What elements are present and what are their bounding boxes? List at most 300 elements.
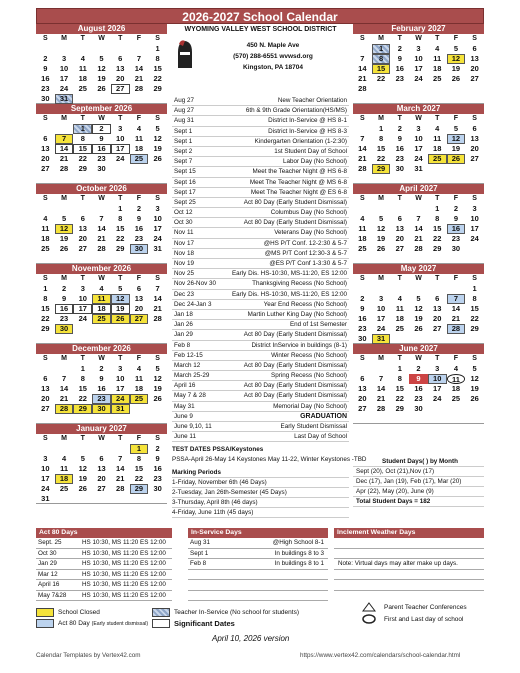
day-cell: 15	[41, 304, 50, 313]
closed-swatch	[36, 608, 54, 617]
day-cell: 9	[61, 294, 67, 303]
address-street: 450 N. Maple Ave	[246, 42, 300, 49]
event-row	[172, 361, 349, 371]
day-cell: 7	[118, 454, 123, 463]
day-cell: 28	[358, 84, 367, 93]
day-cell: 11	[447, 374, 466, 384]
day-cell: 2	[360, 294, 365, 303]
weekday-label: T	[118, 195, 123, 202]
day-cell: 5	[453, 44, 458, 53]
event-text: @ES P/T Conf 1-3:30 & 5-7	[269, 260, 347, 267]
weekday-label: W	[415, 195, 422, 202]
oval-icon	[362, 614, 376, 624]
day-cell: 4	[136, 124, 141, 133]
day-cell	[372, 204, 391, 214]
event-date: Oct 30	[174, 219, 193, 227]
day-cell: 31	[111, 404, 130, 414]
day-cell: 3	[118, 364, 123, 373]
day-cell	[428, 404, 447, 414]
day-cell	[36, 204, 55, 214]
month-title: May 2027	[353, 264, 484, 274]
address-city: Kingston, PA 18704	[243, 64, 303, 71]
event-date: Oct 12	[174, 209, 193, 217]
events-column	[172, 24, 349, 442]
month-calendar	[36, 24, 167, 104]
day-cell: 23	[358, 324, 367, 333]
day-cell: 2	[416, 364, 421, 373]
day-cell: 22	[134, 474, 144, 483]
weekday-label: S	[155, 195, 160, 202]
weekday-label: W	[415, 115, 422, 122]
day-cell: 16	[153, 464, 162, 473]
day-cell: 8	[43, 294, 48, 303]
weekday-label: F	[453, 275, 459, 282]
event-date: Jan 29	[174, 331, 193, 339]
event-text: 1st Student Day of School	[274, 147, 347, 155]
legend-conf	[362, 602, 467, 612]
day-cell: 4	[136, 364, 141, 373]
day-cell: 10	[470, 214, 479, 223]
day-cell: 4	[435, 44, 440, 53]
act80-date: Sept. 25	[38, 539, 62, 546]
day-cell: 21	[59, 394, 69, 403]
day-cell: 20	[134, 304, 144, 313]
day-cell: 15	[395, 384, 404, 393]
day-cell: 14	[97, 224, 106, 233]
day-cell: 7	[55, 134, 74, 144]
day-cell: 23	[97, 154, 106, 163]
day-cell: 13	[433, 304, 442, 313]
event-date: June 11	[174, 433, 196, 441]
weekday-label: W	[415, 355, 422, 362]
day-cell	[92, 324, 111, 334]
month-title: September 2026	[36, 104, 167, 114]
day-cell: 27	[41, 164, 50, 173]
weekday-header	[353, 114, 484, 124]
day-cell: 4	[435, 124, 440, 133]
day-cell: 25	[130, 394, 149, 404]
act80-table	[36, 528, 172, 601]
event-row	[172, 422, 349, 432]
inservice-date: Sept 1	[190, 549, 209, 557]
event-date: March 12	[174, 361, 201, 369]
day-cell: 27	[433, 324, 442, 333]
inservice-header: In-Service Days	[188, 528, 328, 538]
day-cell: 12	[414, 304, 423, 313]
day-cell	[130, 404, 149, 414]
event-text: Act 80 Day (Early Student Dismissal)	[243, 382, 347, 390]
day-cell	[390, 284, 409, 294]
day-cell	[148, 94, 167, 104]
day-cell: 21	[59, 154, 69, 163]
day-cell	[353, 44, 372, 54]
day-cell: 30	[55, 324, 74, 334]
day-cell: 10	[116, 134, 125, 143]
day-cell: 2	[136, 204, 141, 213]
day-cell: 29	[73, 404, 92, 414]
weekday-label: M	[61, 435, 67, 442]
student-days-row: Sept (20), Oct (21),Nov (17)	[353, 467, 484, 477]
day-cell: 25	[358, 244, 367, 253]
event-text: Act 80 Day (Early Student Dismissal)	[243, 392, 347, 400]
day-cell: 24	[376, 324, 386, 333]
month-calendar	[353, 344, 484, 424]
weekday-label: W	[98, 195, 105, 202]
event-text: Memorial Day (No School)	[273, 402, 347, 410]
day-cell: 5	[472, 364, 477, 373]
weekday-label: T	[397, 195, 402, 202]
day-cell: 31	[41, 494, 50, 503]
weekday-label: W	[415, 35, 422, 42]
inservice-location: In buildings 8 to 1	[274, 560, 324, 567]
day-cell: 1	[43, 284, 48, 293]
event-text: Winter Recess (No School)	[271, 351, 347, 359]
day-cell: 8	[372, 54, 391, 64]
event-row	[172, 198, 349, 208]
day-cell: 19	[97, 74, 106, 83]
event-row	[172, 147, 349, 157]
day-cell	[447, 334, 466, 344]
event-row	[172, 259, 349, 269]
day-cell: 10	[59, 64, 69, 73]
day-cell	[111, 164, 130, 174]
legend-inservice	[152, 608, 299, 617]
act80-date: Jan 29	[38, 560, 57, 567]
day-cell: 29	[395, 404, 404, 413]
day-cell: 19	[153, 384, 162, 393]
act80-date: Oct 30	[38, 549, 57, 557]
act80-row	[36, 549, 172, 560]
legend-closed	[36, 608, 100, 617]
day-cell	[409, 204, 428, 214]
day-cell: 2	[61, 284, 67, 293]
calendar-page	[36, 8, 484, 646]
day-cell: 15	[433, 224, 442, 233]
day-cell: 14	[55, 144, 74, 154]
act80-row	[36, 559, 172, 570]
event-date: April 16	[174, 382, 196, 390]
event-row	[172, 157, 349, 167]
day-cell: 31	[55, 94, 74, 104]
day-cell	[130, 164, 149, 174]
day-cell: 22	[395, 394, 404, 403]
weekday-label: S	[360, 195, 365, 202]
day-cell: 22	[376, 74, 386, 83]
day-cell: 6	[136, 284, 141, 293]
day-cell: 22	[41, 314, 50, 323]
day-cell: 28	[116, 484, 125, 493]
event-row	[172, 391, 349, 401]
day-cell: 27	[470, 74, 479, 83]
event-text: Kindergarten Orientation (1-2:30)	[254, 137, 347, 145]
month-calendar	[36, 424, 167, 504]
day-cell: 15	[134, 464, 144, 473]
weekday-header	[36, 354, 167, 364]
day-cell: 24	[59, 84, 69, 93]
weekday-label: M	[378, 195, 384, 202]
day-cell: 8	[80, 134, 85, 143]
day-cell: 21	[153, 304, 162, 313]
day-cell: 1	[472, 284, 477, 293]
day-cell: 22	[78, 154, 87, 163]
day-cell: 14	[59, 384, 69, 393]
day-cell: 1	[118, 204, 123, 213]
day-cell: 12	[78, 464, 87, 473]
month-title: December 2026	[36, 344, 167, 354]
day-cell: 26	[111, 314, 130, 324]
weekday-label: S	[155, 115, 160, 122]
day-cell: 8	[136, 454, 141, 463]
day-cell: 1	[73, 124, 92, 134]
day-cell	[92, 444, 111, 454]
act80-header: Act 80 Days	[36, 528, 172, 538]
day-cell	[73, 494, 92, 504]
day-cell	[390, 84, 409, 94]
day-cell	[148, 404, 167, 414]
inservice-row	[188, 549, 328, 560]
day-cell	[447, 284, 466, 294]
month-title: February 2027	[353, 24, 484, 34]
act80-times: HS 10:30, MS 11:20 ES 12:00	[82, 549, 166, 557]
test-dates-line: PSSA-April 26-May 14 Keystones May 11-22, Winter Keystones -TBD	[172, 456, 367, 463]
day-cell: 5	[155, 124, 160, 133]
day-cell: 22	[116, 234, 125, 243]
day-cell	[92, 94, 111, 104]
event-text: Thanksgiving Recess (No School)	[252, 280, 347, 288]
event-row	[172, 249, 349, 259]
day-cell: 11	[433, 54, 442, 63]
day-cell: 10	[153, 214, 162, 223]
day-cell: 24	[111, 394, 130, 404]
weather-header: Inclement Weather Days	[334, 528, 484, 538]
weekday-header	[36, 194, 167, 204]
day-cell	[130, 494, 149, 504]
day-cell: 16	[134, 224, 144, 233]
day-cell: 29	[116, 244, 125, 253]
event-date: Sept 15	[174, 168, 196, 176]
day-cell: 3	[416, 44, 421, 53]
day-cell: 6	[472, 44, 477, 53]
inservice-row	[188, 591, 328, 602]
day-cell: 23	[395, 74, 404, 83]
day-cell: 20	[433, 314, 442, 323]
weekday-label: T	[80, 435, 85, 442]
day-cell: 19	[451, 144, 461, 153]
day-cell: 4	[453, 364, 458, 373]
day-cell: 17	[41, 474, 50, 483]
act80-times: HS 10:30, MS 11:20 ES 12:00	[82, 581, 166, 588]
day-cell: 9	[360, 304, 365, 313]
day-cell: 25	[433, 74, 442, 83]
event-date: Sept 1	[174, 127, 193, 135]
day-cell: 26	[470, 394, 479, 403]
significant-swatch	[152, 619, 170, 628]
day-cell	[148, 164, 167, 174]
day-cell	[353, 284, 372, 294]
day-cell: 16	[358, 314, 367, 323]
day-cell: 23	[92, 394, 111, 404]
day-cell: 20	[470, 64, 479, 73]
day-cell	[465, 244, 484, 254]
day-cell: 27	[111, 84, 130, 94]
weekday-label: S	[155, 435, 160, 442]
day-cell: 16	[97, 384, 106, 393]
day-cell	[353, 204, 372, 214]
day-cell: 4	[61, 454, 67, 463]
day-cell: 16	[414, 384, 423, 393]
month-calendar	[353, 184, 484, 264]
weekday-label: F	[453, 35, 459, 42]
day-cell: 31	[153, 244, 162, 253]
day-cell	[55, 204, 74, 214]
day-cell	[36, 364, 55, 374]
day-cell: 12	[153, 374, 162, 383]
day-cell	[92, 494, 111, 504]
day-cell: 17	[470, 224, 479, 233]
day-cell: 3	[80, 284, 85, 293]
day-cell: 22	[376, 154, 386, 163]
event-text: Act 80 Day (Early Student Dismissal)	[243, 198, 347, 206]
day-cell	[148, 324, 167, 334]
month-title: October 2026	[36, 184, 167, 194]
event-date: Dec 24-Jan 3	[174, 300, 212, 308]
act80-times: HS 10:30, MS 11:20 ES 12:00	[82, 560, 166, 567]
event-date: Feb 8	[174, 341, 191, 349]
day-cell: 4	[360, 214, 365, 223]
day-cell	[447, 84, 466, 94]
event-text: Martin Luther King Day (No School)	[247, 310, 347, 318]
act80-row	[36, 538, 172, 549]
weekday-label: S	[360, 355, 365, 362]
event-text: Columbus Day (No School)	[270, 209, 347, 217]
event-row	[172, 106, 349, 116]
day-cell: 5	[118, 284, 123, 293]
day-cell: 21	[414, 234, 423, 243]
event-date: May 31	[174, 402, 195, 410]
month-calendar	[36, 184, 167, 264]
day-cell: 19	[78, 474, 87, 483]
day-cell: 11	[433, 134, 442, 143]
weekday-label: S	[360, 115, 365, 122]
day-cell: 1	[372, 44, 391, 54]
day-cell: 24	[414, 154, 423, 163]
day-cell: 20	[470, 144, 479, 153]
weekday-label: S	[155, 355, 160, 362]
day-cell: 16	[395, 144, 404, 153]
day-cell	[353, 364, 372, 374]
day-cell: 11	[134, 374, 143, 383]
legend-conf-label: Parent Teacher Conferences	[384, 603, 467, 611]
day-cell: 27	[97, 484, 106, 493]
weekday-label: F	[136, 435, 142, 442]
day-cell	[111, 444, 130, 454]
weekday-label: T	[118, 275, 123, 282]
day-cell: 26	[78, 484, 87, 493]
day-cell: 13	[41, 384, 50, 393]
day-cell	[465, 84, 484, 94]
day-cell	[55, 44, 74, 54]
day-cell: 27	[78, 244, 87, 253]
day-cell: 10	[376, 304, 386, 313]
day-cell: 20	[97, 474, 106, 483]
day-cell: 1	[130, 444, 149, 454]
legend-act80-label: Act 80 Day	[58, 620, 90, 627]
day-cell: 25	[130, 154, 149, 164]
day-cell: 1	[397, 364, 402, 373]
day-cell: 20	[41, 154, 50, 163]
day-cell: 17	[116, 384, 125, 393]
event-row	[172, 381, 349, 391]
day-cell: 30	[41, 94, 50, 103]
footer-url[interactable]: https://www.vertex42.com/calendars/school-calendar.html	[300, 652, 461, 659]
day-cell: 26	[451, 74, 461, 83]
day-cell: 4	[80, 54, 85, 63]
day-cell	[428, 164, 447, 174]
day-cell: 12	[447, 54, 466, 64]
day-cell	[111, 494, 130, 504]
day-cell: 31	[414, 164, 423, 173]
day-cell	[372, 84, 391, 94]
event-row	[172, 330, 349, 340]
day-cell: 16	[395, 64, 404, 73]
day-cell: 14	[414, 224, 423, 233]
day-cell: 12	[470, 374, 479, 383]
student-days-row: Apr (22), May (20), June (9)	[353, 487, 484, 497]
day-grid	[353, 44, 484, 94]
day-cell: 13	[395, 224, 404, 233]
legend-significant	[152, 619, 235, 628]
day-cell: 3	[472, 204, 477, 213]
day-cell: 28	[358, 164, 367, 173]
day-cell: 3	[435, 364, 440, 373]
day-cell	[36, 444, 55, 454]
weekday-label: M	[378, 275, 384, 282]
weekday-label: W	[98, 115, 105, 122]
day-cell	[130, 324, 149, 334]
day-cell: 1	[435, 204, 440, 213]
day-cell: 13	[358, 384, 367, 393]
day-cell: 19	[451, 64, 461, 73]
event-date: Aug 27	[174, 97, 194, 104]
day-cell: 6	[80, 214, 85, 223]
day-cell: 16	[41, 74, 50, 83]
month-title: November 2026	[36, 264, 167, 274]
day-cell: 12	[153, 134, 162, 143]
day-cell: 8	[397, 374, 402, 383]
test-dates	[172, 445, 484, 465]
page-title: 2026-2027 School Calendar	[36, 8, 484, 24]
day-cell	[148, 494, 167, 504]
day-cell: 13	[134, 294, 144, 303]
weekday-label: T	[80, 115, 85, 122]
inservice-row	[188, 570, 328, 581]
event-text: Year End Recess (No School)	[263, 300, 347, 308]
day-cell	[465, 404, 484, 414]
month-title: March 2027	[353, 104, 484, 114]
event-text: Early Dis. HS-10:30, MS-11:20, ES 12:00	[231, 270, 347, 278]
day-cell: 7	[447, 294, 466, 304]
day-cell: 24	[78, 314, 87, 323]
weekday-label: W	[98, 435, 105, 442]
day-cell: 14	[116, 464, 125, 473]
day-cell: 12	[447, 134, 466, 144]
day-cell: 2	[92, 124, 111, 134]
marking-period-row: 3-Thursday, April 8th (46 days)	[172, 498, 349, 508]
event-text: Spring Recess (No School)	[271, 372, 347, 380]
day-grid	[353, 204, 484, 254]
day-cell: 5	[416, 294, 421, 303]
event-text: 6th & 9th Grade Orientation(HS/MS)	[245, 107, 347, 115]
